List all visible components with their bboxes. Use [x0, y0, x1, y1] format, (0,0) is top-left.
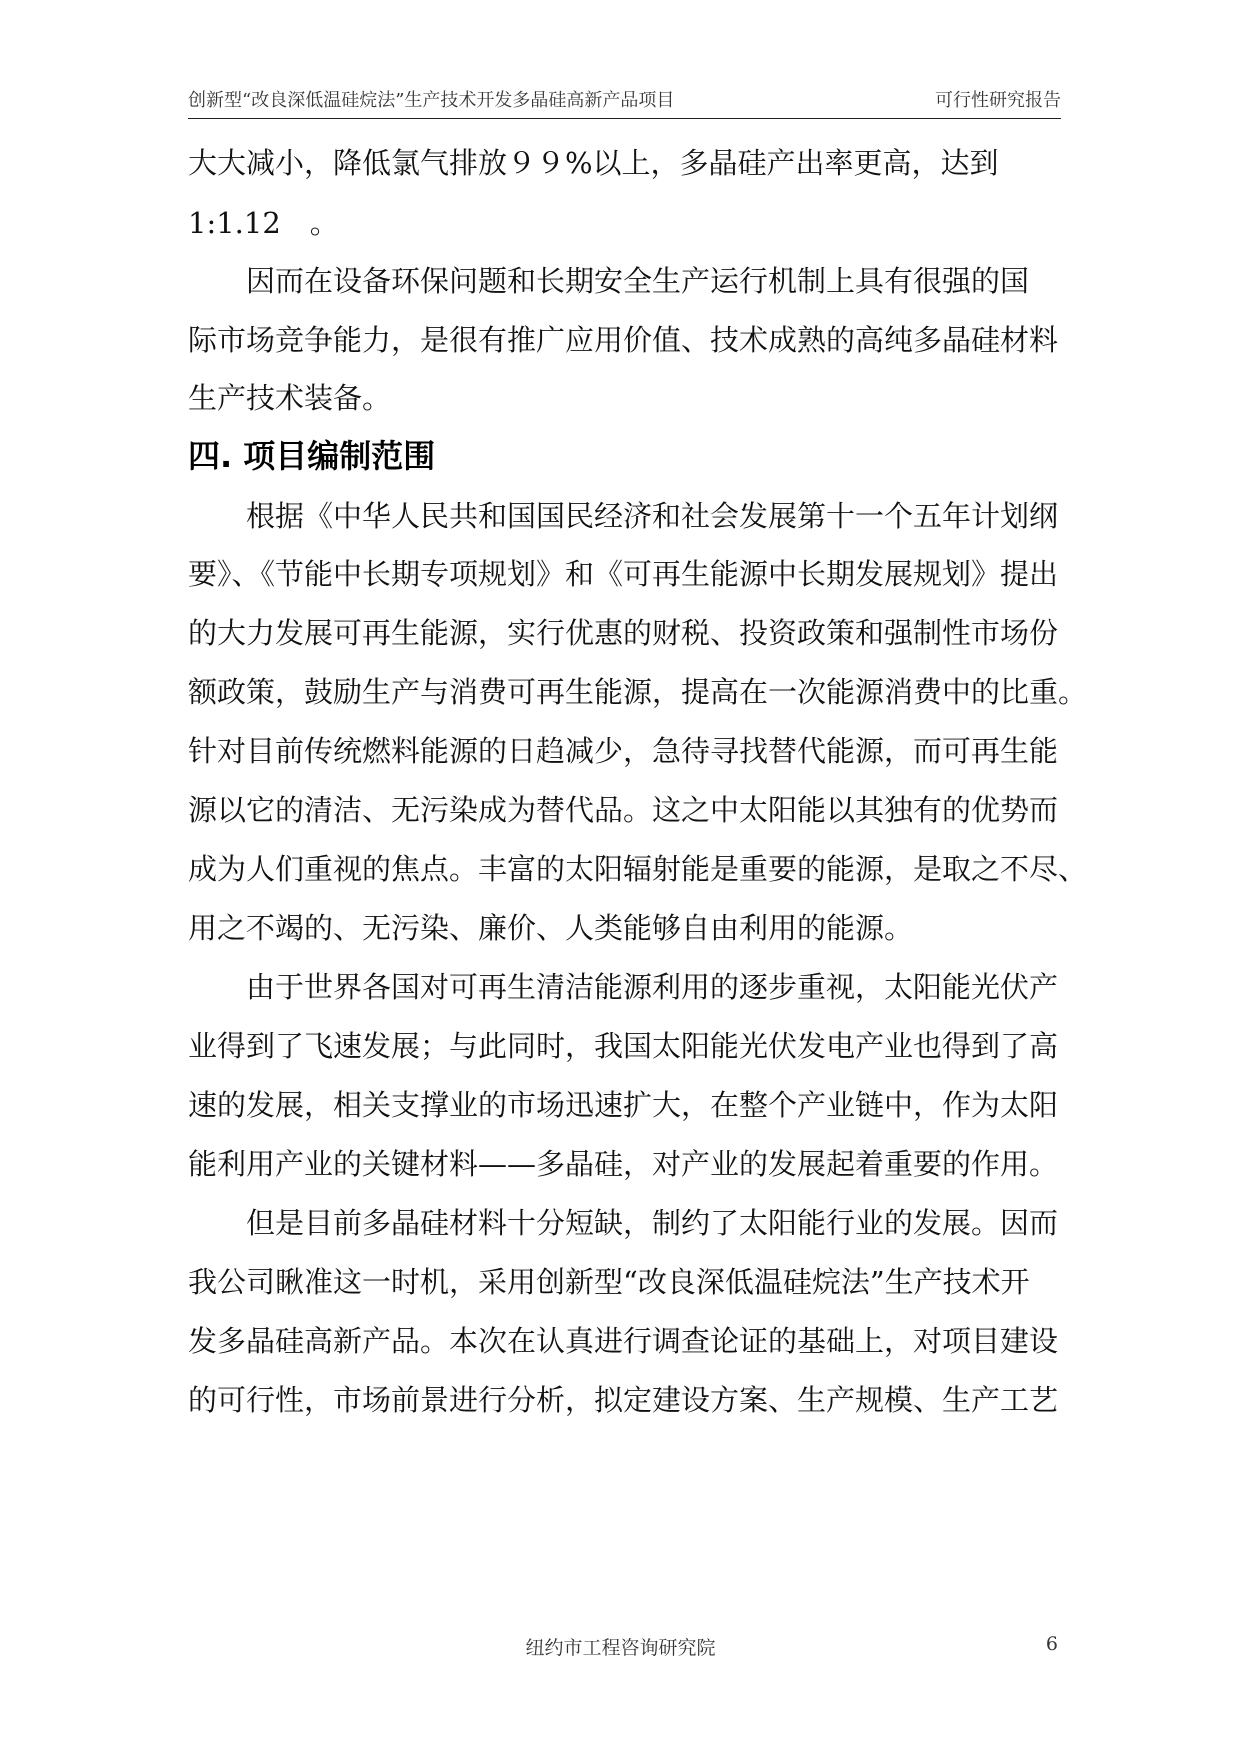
text-line: 1:1.12 。 [188, 206, 339, 240]
text-line: 生产技术装备。 [188, 381, 392, 415]
text-line: 针对目前传统燃料能源的日趋减少，急待寻找替代能源，而可再生能 [188, 734, 1059, 768]
text-line: 我公司瞅准这一时机，采用创新型“改良深低温硅烷法”生产技术开 [188, 1265, 1030, 1299]
footer-institute: 纽约市工程咨询研究院 [525, 1637, 716, 1659]
text-line: 要》、《节能中长期专项规划》和《可再生能源中长期发展规划》提出 [188, 557, 1059, 591]
text-line: 成为人们重视的焦点。丰富的太阳辐射能是重要的能源，是取之不尽、 [188, 852, 1088, 886]
page-number: 6 [1045, 1633, 1058, 1655]
text-line: 因而在设备环保问题和长期安全生产运行机制上具有很强的国 [188, 264, 1030, 298]
text-line: 额政策，鼓励生产与消费可再生能源，提高在一次能源消费中的比重。 [188, 675, 1088, 709]
text-line: 根据《中华人民共和国国民经济和社会发展第十一个五年计划纲 [188, 499, 1059, 533]
text-line: 的大力发展可再生能源，实行优惠的财税、投资政策和强制性市场份 [188, 616, 1059, 650]
text-line: 速的发展，相关支撑业的市场迅速扩大，在整个产业链中，作为太阳 [188, 1088, 1059, 1122]
text-line: 发多晶硅高新产品。本次在认真进行调查论证的基础上，对项目建设 [188, 1324, 1059, 1358]
page-header [188, 86, 1061, 119]
header-report-type: 可行性研究报告 [935, 90, 1061, 111]
text-line: 际市场竞争能力，是很有推广应用价值、技术成熟的高纯多晶硅材料 [188, 323, 1059, 357]
header-document-title: 创新型“改良深低温硅烷法”生产技术开发多晶硅高新产品项目 [188, 90, 675, 111]
text-line: 业得到了飞速发展；与此同时，我国太阳能光伏发电产业也得到了高 [188, 1029, 1059, 1063]
text-line: 由于世界各国对可再生清洁能源利用的逐步重视，太阳能光伏产 [188, 970, 1059, 1004]
text-line: 能利用产业的关键材料——多晶硅，对产业的发展起着重要的作用。 [188, 1147, 1059, 1181]
text-line: 但是目前多晶硅材料十分短缺，制约了太阳能行业的发展。因而 [188, 1206, 1059, 1240]
text-line: 源以它的清洁、无污染成为替代品。这之中太阳能以其独有的优势而 [188, 793, 1059, 827]
section-heading: 四. 项目编制范围 [188, 437, 436, 475]
text-line: 用之不竭的、无污染、廉价、人类能够自由利用的能源。 [188, 911, 914, 945]
text-line: 的可行性，市场前景进行分析，拟定建设方案、生产规模、生产工艺 [188, 1383, 1059, 1417]
text-line: 大大减小，降低氯气排放９９%以上，多晶硅产出率更高，达到 [188, 146, 999, 180]
